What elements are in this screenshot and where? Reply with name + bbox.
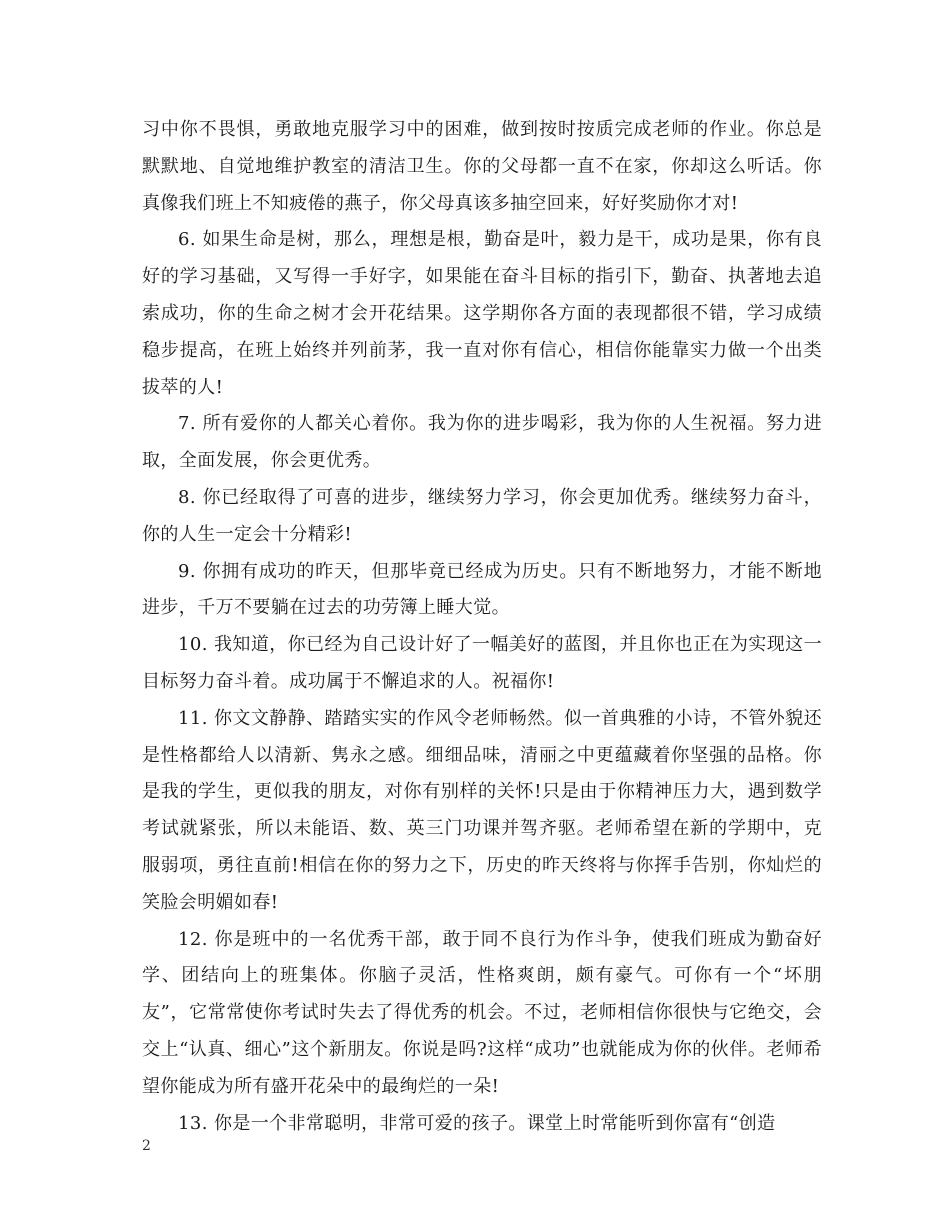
document-body — [142, 112, 822, 1142]
paragraph-item-7: 7. 所有爱你的人都关心着你。我为你的进步喝彩，我为你的人生祝福。努力进取，全面发展，你会更优秀。 — [142, 413, 822, 472]
paragraph-item-9: 9. 你拥有成功的昨天，但那毕竟已经成为历史。只有不断地努力，才能不断地进步，千万不要躺在过去的功劳簿上睡大觉。 — [142, 560, 822, 619]
paragraph-item-13: 13. 你是一个非常聪明，非常可爱的孩子。课堂上时常能听到你富有“创造 — [178, 1112, 776, 1134]
paragraph-item-11: 11. 你文文静静、踏踏实实的作风令老师畅然。似一首典雅的小诗，不管外貌还是性格都给人以清新、隽永之感。细细品味，清丽之中更蕴藏着你坚强的品格。你是我的学生，更似我的朋友，对你有别样的关怀!只是由于你精神压力大，遇到数学考试就紧张，所以未能语、数、英三门功课并驾齐驱。老师希望在新的学期中，克服弱项，勇往直前!相信在你的努力之下，历史的昨天终将与你挥手告别，你灿烂的笑脸会明媚如春! — [142, 707, 822, 913]
paragraph-item-6: 6. 如果生命是树，那么，理想是根，勤奋是叶，毅力是干，成功是果，你有良好的学习基础，又写得一手好字，如果能在奋斗目标的指引下，勤奋、执著地去追索成功，你的生命之树才会开花结果。这学期你各方面的表现都很不错，学习成绩稳步提高，在班上始终并列前茅，我一直对你有信心，相信你能靠实力做一个出类拔萃的人! — [142, 229, 822, 398]
paragraph-item-12: 12. 你是班中的一名优秀干部，敢于同不良行为作斗争，使我们班成为勤奋好学、团结向上的班集体。你脑子灵活，性格爽朗，颇有豪气。可你有一个“坏朋友”，它常常使你考试时失去了得优秀的机会。不过，老师相信你很快与它绝交，会交上“认真、细心”这个新朋友。你说是吗?这样“成功”也就能成为你的伙伴。老师希望你能成为所有盛开花朵中的最绚烂的一朵! — [142, 928, 822, 1097]
paragraph-continuation: 习中你不畏惧，勇敢地克服学习中的困难，做到按时按质完成老师的作业。你总是默默地、自觉地维护教室的清洁卫生。你的父母都一直不在家，你却这么听话。你真像我们班上不知疲倦的燕子，你父母真该多抽空回来，好好奖励你才对! — [142, 119, 822, 214]
paragraph-item-10: 10. 我知道，你已经为自己设计好了一幅美好的蓝图，并且你也正在为实现这一目标努力奋斗着。成功属于不懈追求的人。祝福你! — [142, 634, 822, 692]
paragraph-item-8: 8. 你已经取得了可喜的进步，继续努力学习，你会更加优秀。继续努力奋斗，你的人生一定会十分精彩! — [142, 486, 822, 545]
page-number: 2 — [142, 1138, 151, 1154]
